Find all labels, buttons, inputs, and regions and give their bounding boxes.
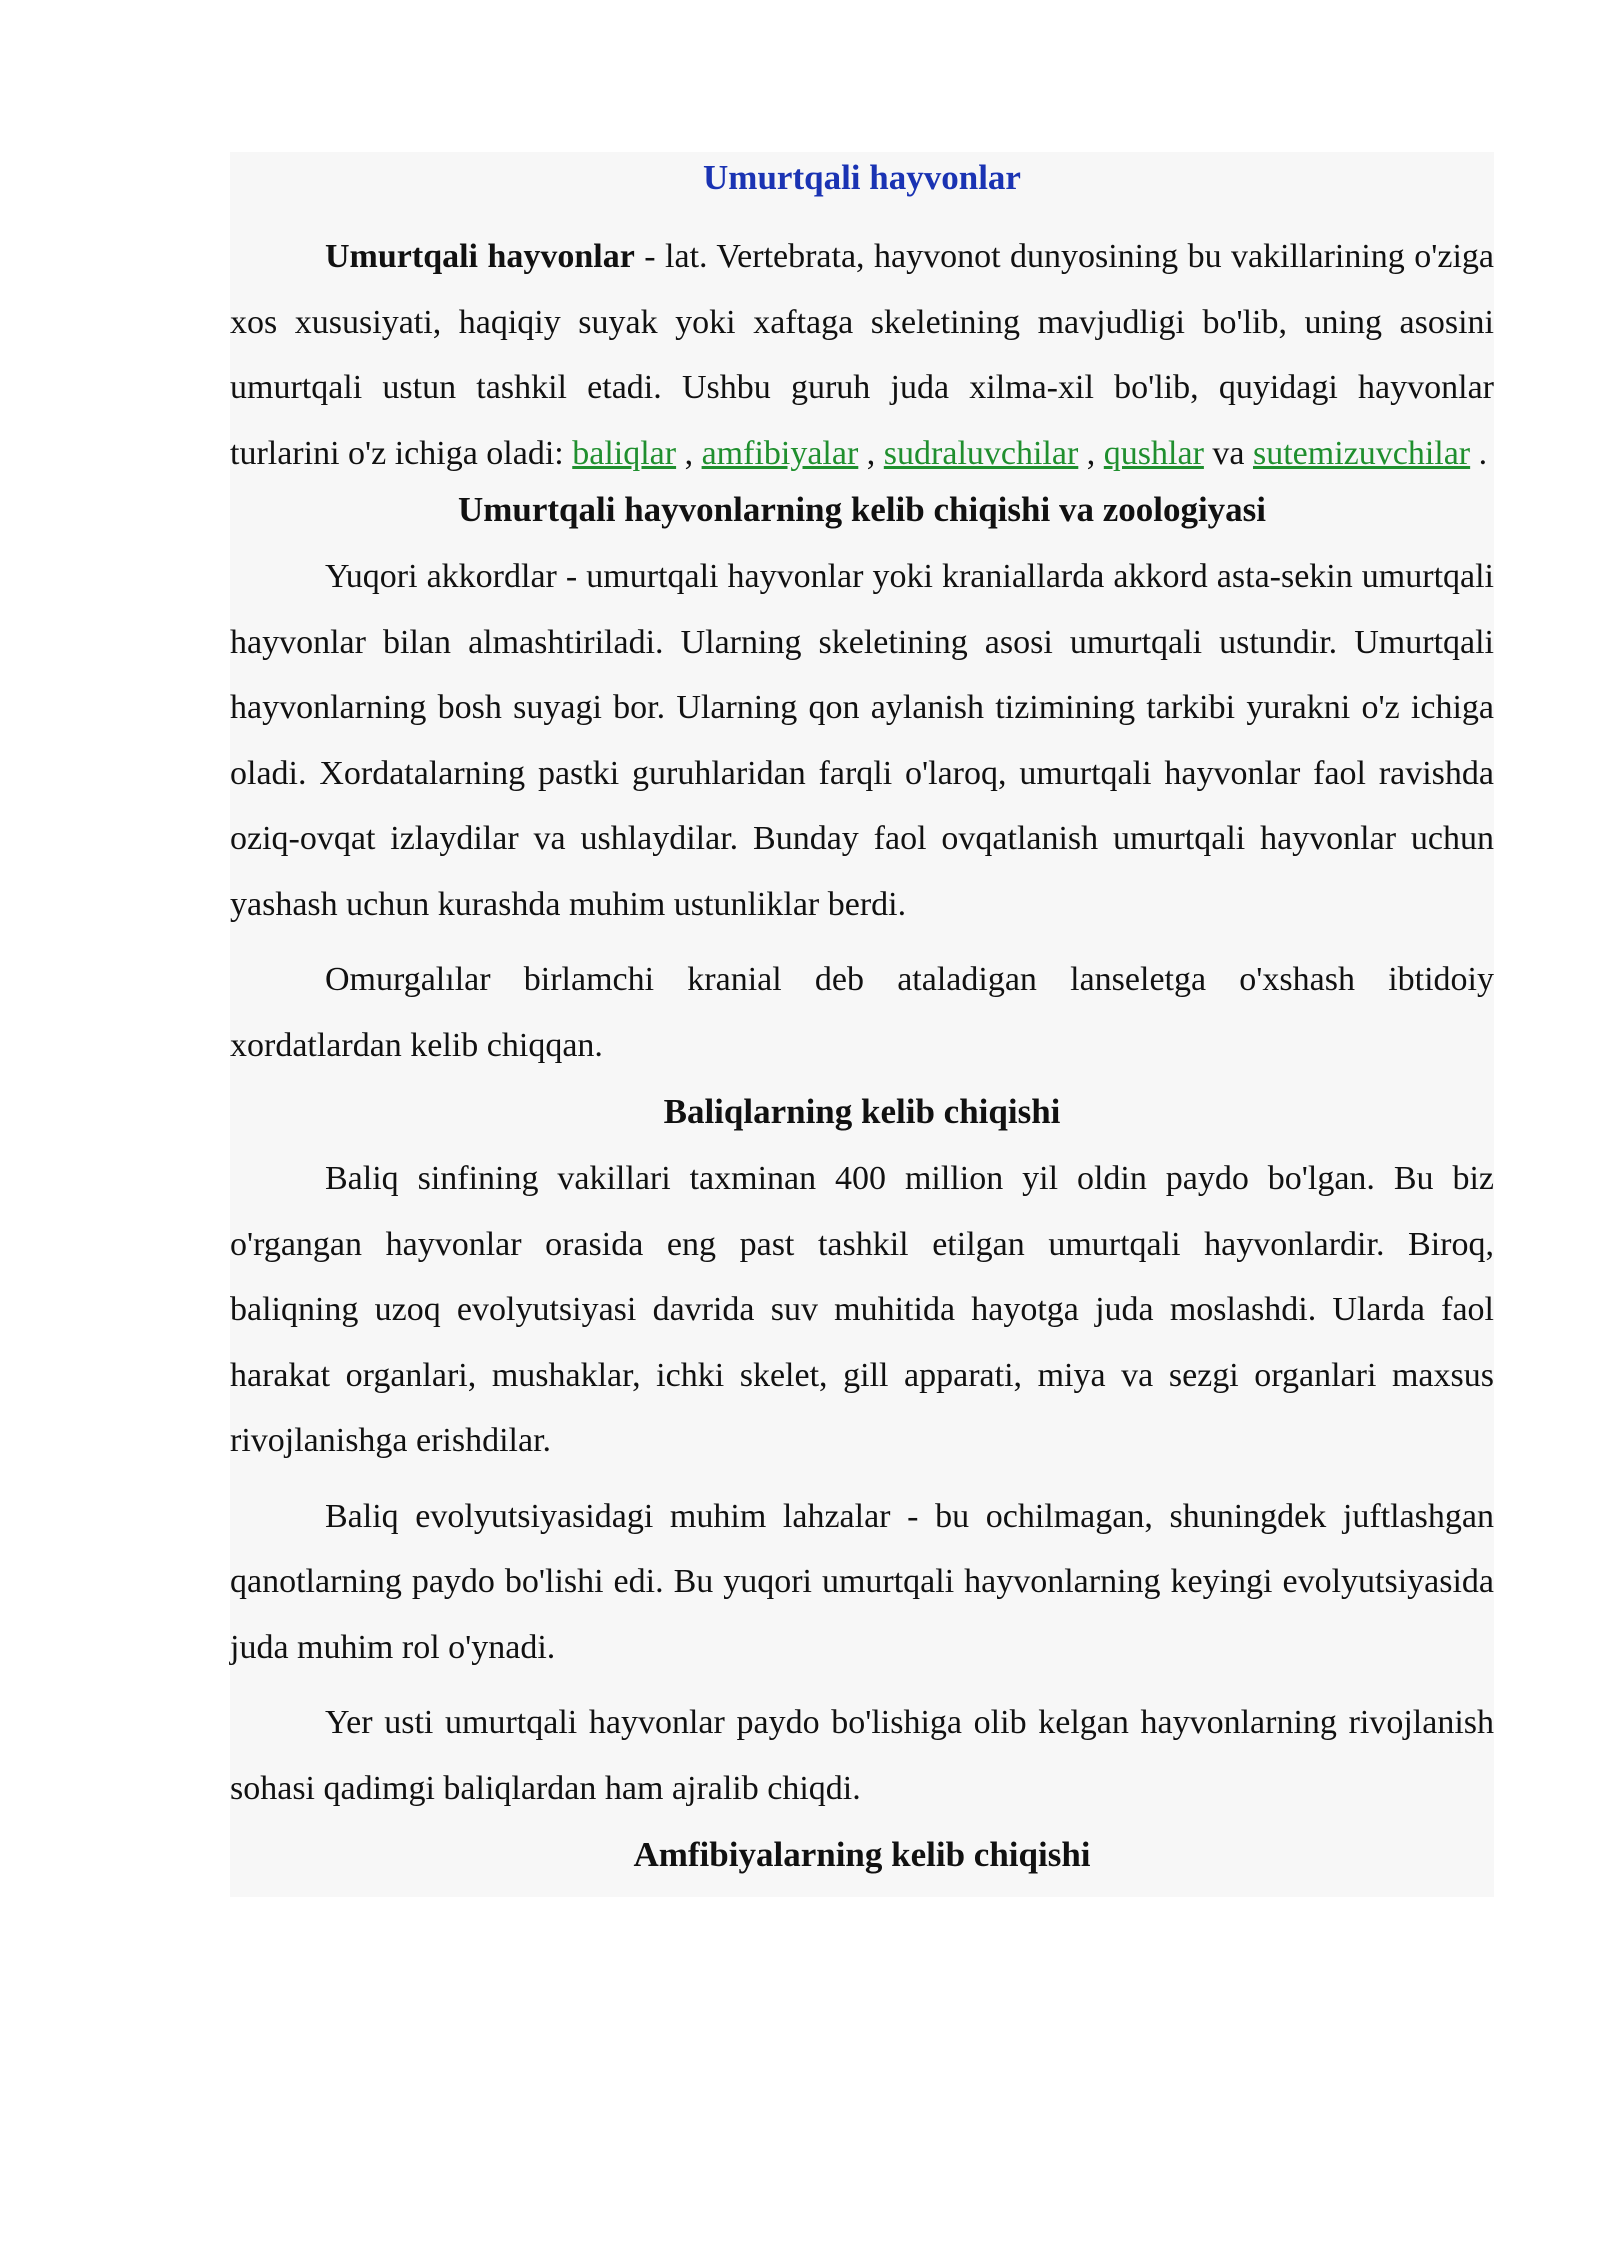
document-title: Umurtqali hayvonlar [703,158,1021,197]
paragraph: Baliq evolyutsiyasidagi muhim lahzalar - bu ochilmagan, shuningdek juftlashgan qanotlarning paydo bo'lishi edi. Bu yuqori umurtqali hayvonlarning keyingi evolyutsiyasida juda muhim rol o'ynadi. [230,1497,1494,1666]
section-heading-fish: Baliqlarning kelib chiqishi [663,1092,1061,1131]
link-baliqlar[interactable]: baliqlar [572,434,677,472]
paragraph: Omurgalılar birlamchi kranial deb ataladigan lanseletga o'xshash ibtidoiy xordatlardan kelib chiqqan. [230,961,1494,1064]
link-sutemizuvchilar[interactable]: sutemizuvchilar [1252,434,1471,472]
separator: , [858,434,884,472]
paragraph: Yer usti umurtqali hayvonlar paydo bo'lishiga olib kelgan hayvonlarning rivojlanish sohasi qadimgi baliqlardan ham ajralib chiqdi. [230,1704,1494,1807]
link-amfibiyalar[interactable]: amfibiyalar [701,434,859,472]
link-qushlar[interactable]: qushlar [1103,434,1204,472]
paragraph: Baliq sinfining vakillari taxminan 400 million yil oldin paydo bo'lgan. Bu biz o'rgangan hayvonlar orasida eng past tashkil etilgan umurtqali hayvonlardir. Biroq, baliqning uzoq evolyutsiyasi davrida suv muhitida hayotga juda moslashdi. Ularda faol harakat organlari, mushaklar, ichki skelet, gill apparati, miya va sezgi organlari maxsus rivojlanishga erishdilar. [230,1160,1494,1459]
separator: , [1078,434,1104,472]
separator: , [676,434,702,472]
intro-text: - lat. Vertebrata, hayvonot dunyosining bu vakillarining o'ziga xos xususiyati, haqiqiy suyak yoki xaftaga skeletining mavjudligi bo'lib, uning asosini umurtqali ustun tashkil etadi. Ushbu guruh juda xilma-xil bo'lib, quyidagi hayvonlar turlarini o'z ichiga oladi: [230,238,1494,472]
section-heading-origin: Umurtqali hayvonlarning kelib chiqishi va zoologiyasi [457,490,1267,529]
intro-paragraph [230,224,1494,486]
intro-bold-term: Umurtqali hayvonlar [325,238,635,275]
paragraph: Yuqori akkordlar - umurtqali hayvonlar yoki kraniallarda akkord asta-sekin umurtqali hayvonlar bilan almashtiriladi. Ularning skeletining asosi umurtqali ustundir. Umurtqali hayvonlarning bosh suyagi bor. Ularning qon aylanish tizimining tarkibi yurakni o'z ichiga oladi. Xordatalarning pastki guruhlaridan farqli o'laroq, umurtqali hayvonlar faol ravishda oziq-ovqat izlaydilar va ushlaydilar. Bunday faol ovqatlanish umurtqali hayvonlar uchun yashash uchun kurashda muhim ustunliklar berdi. [230,558,1494,923]
document-page [230,152,1494,1897]
separator: . [1470,434,1488,472]
separator: va [1203,434,1253,472]
link-sudraluvchilar[interactable]: sudraluvchilar [883,434,1079,472]
section-heading-amphibians: Amfibiyalarning kelib chiqishi [633,1835,1091,1874]
